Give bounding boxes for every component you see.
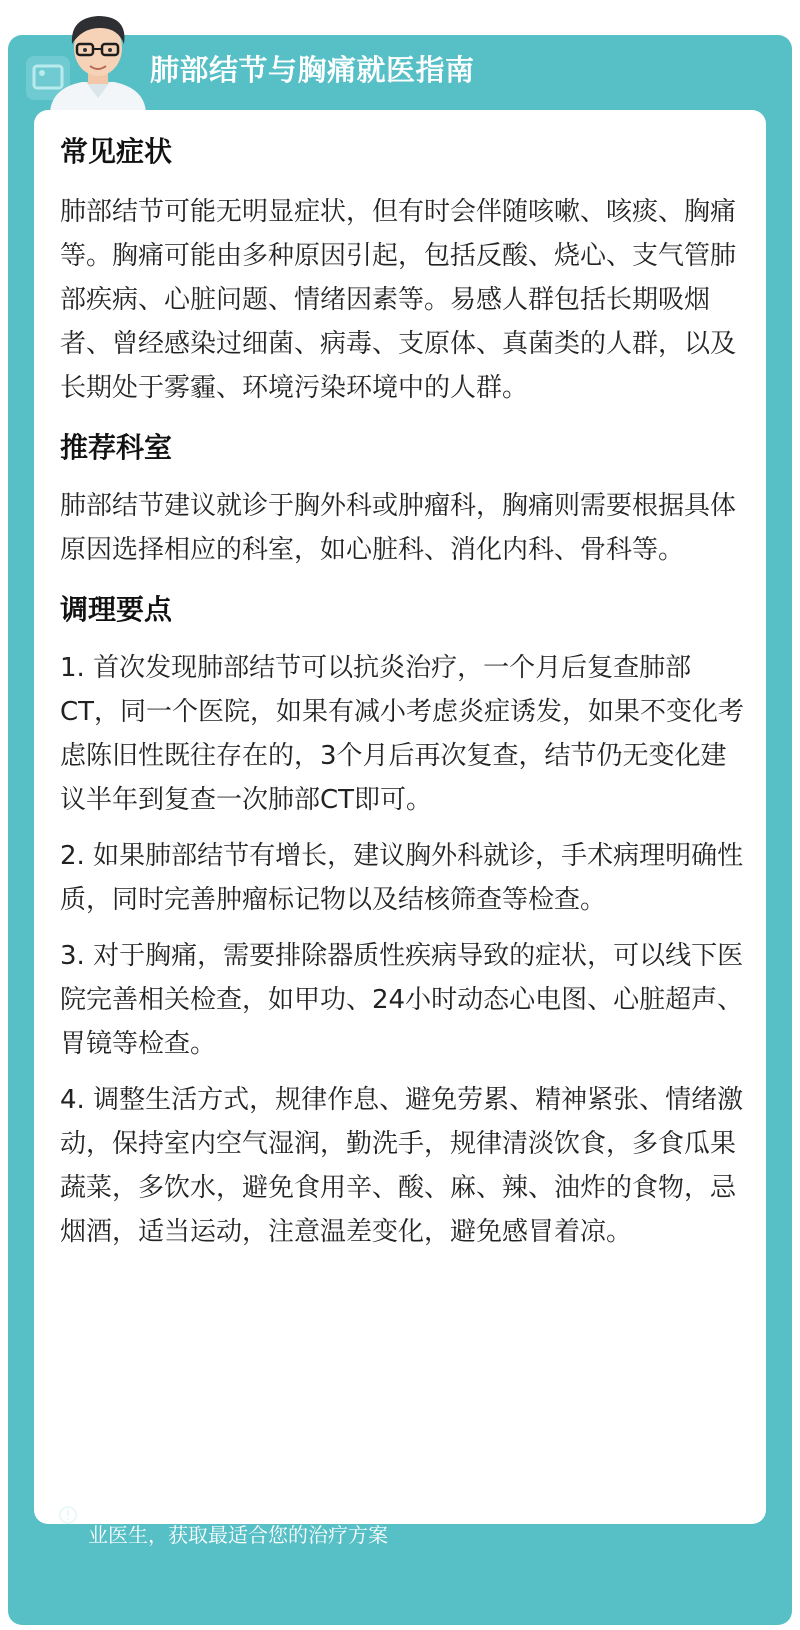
care-item: 3. 对于胸痛，需要排除器质性疾病导致的症状，可以线下医院完善相关检查，如甲功、24小时动态心电图、心脏超声、胃镜等检查。 bbox=[60, 941, 744, 1059]
footer-notice: 京东互联网医院提醒您：内容仅供参考，如有相关疾病，请咨询专业医生，获取最适合您的治疗方案 bbox=[88, 1493, 668, 1547]
content-card bbox=[34, 110, 766, 1524]
section-title-department: 推荐科室 bbox=[60, 431, 173, 464]
care-item: 4. 调整生活方式，规律作息、避免劳累、精神紧张、情绪激动，保持室内空气湿润，勤洗手，规律清淡饮食，多食瓜果蔬菜，多饮水，避免食用辛、酸、麻、辣、油炸的食物，忌烟酒，适当运动，注意温差变化，避免感冒着凉。 bbox=[60, 1085, 744, 1247]
section-title-care: 调理要点 bbox=[60, 593, 173, 626]
care-item: 1. 首次发现肺部结节可以抗炎治疗，一个月后复查肺部CT，同一个医院，如果有减小考虑炎症诱发，如果不变化考虑陈旧性既往存在的，3个月后再次复查，结节仍无变化建议半年到复查一次肺部CT即可。 bbox=[60, 653, 745, 815]
care-item: 2. 如果肺部结节有增长，建议胸外科就诊，手术病理明确性质，同时完善肿瘤标记物以及结核筛查等检查。 bbox=[60, 841, 744, 915]
info-circle-icon bbox=[58, 1505, 78, 1525]
content-body bbox=[60, 132, 750, 1254]
thumbs-up-icon[interactable] bbox=[676, 1494, 710, 1528]
section-paragraph: 肺部结节建议就诊于胸外科或肿瘤科，胸痛则需要根据具体原因选择相应的科室，如心脏科、消化内科、骨科等。 bbox=[60, 491, 737, 565]
section-paragraph: 肺部结节可能无明显症状，但有时会伴随咳嗽、咳痰、胸痛等。胸痛可能由多种原因引起，包括反酸、烧心、支气管肺部疾病、心脏问题、情绪因素等。易感人群包括长期吸烟者、曾经感染过细菌、病毒、支原体、真菌类的人群，以及长期处于雾霾、环境污染环境中的人群。 bbox=[60, 197, 737, 403]
page-title: 肺部结节与胸痛就医指南 bbox=[150, 53, 475, 87]
section-title-symptoms: 常见症状 bbox=[60, 135, 173, 168]
doctor-avatar bbox=[42, 8, 154, 112]
